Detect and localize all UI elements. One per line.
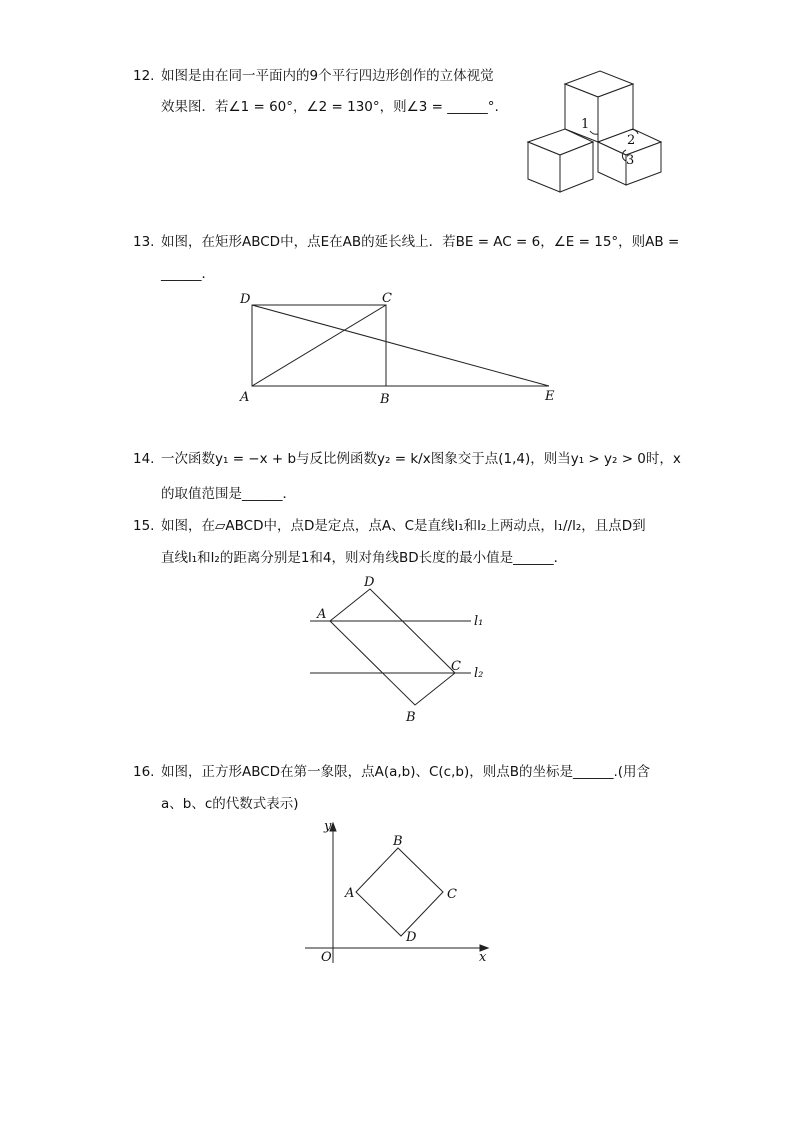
question-16-line-1: 如图，正方形ABCD在第一象限，点A(a,b)、C(c,b)，则点B的坐标是______.(用含 (161, 764, 651, 780)
question-16-line-2: a、b、c的代数式表示) (161, 796, 299, 812)
label-d: D (364, 575, 375, 590)
question-16-square-coordinate-figure (300, 815, 500, 970)
label-angle-1: 1 (581, 117, 590, 132)
label-c: C (451, 659, 461, 674)
question-13-number: 13. (133, 234, 155, 250)
segment-de (252, 305, 549, 386)
question-14-line-1: 一次函数y₁ = −x + b与反比例函数y₂ = k/x图象交于点(1,4)，则当y₁ > y₂ > 0时，x (161, 451, 681, 467)
label-angle-2: 2 (627, 133, 636, 148)
question-13-line-1: 如图，在矩形ABCD中，点E在AB的延长线上．若BE = AC = 6，∠E = 15°，则AB = (161, 234, 680, 250)
label-x: x (479, 950, 487, 965)
label-y: y (324, 819, 332, 834)
square-abcd (356, 848, 443, 936)
parallelogram-abcd (330, 589, 455, 705)
label-o: O (321, 950, 332, 965)
question-13-line-2: ______． (161, 266, 215, 282)
label-a: A (240, 390, 250, 405)
label-c: C (382, 291, 392, 306)
question-15-line-2: 直线l₁和l₂的距离分别是1和4，则对角线BD长度的最小值是______． (161, 550, 568, 566)
label-a: A (317, 607, 327, 622)
label-b: B (393, 834, 403, 849)
label-b: B (406, 710, 416, 725)
question-15-parallelogram-figure (300, 572, 500, 727)
label-l1: l₁ (474, 614, 484, 629)
label-a: A (345, 886, 355, 901)
label-e: E (545, 389, 555, 404)
question-12-line-2: 效果图．若∠1 = 60°，∠2 = 130°，则∠3 = ______°. (161, 99, 499, 115)
question-15-line-1: 如图，在▱ABCD中，点D是定点，点A、C是直线l₁和l₂上两动点，l₁//l₂，且点D到 (161, 518, 646, 534)
question-14-number: 14. (133, 451, 155, 467)
label-d: D (240, 292, 251, 307)
label-c: C (447, 887, 457, 902)
question-13-rectangle-figure (232, 288, 562, 408)
question-14-line-2: 的取值范围是______． (161, 486, 296, 502)
label-d: D (406, 930, 417, 945)
question-12-number: 12. (133, 68, 155, 84)
diagonal-ac (252, 305, 386, 386)
question-12-line-1: 如图是由在同一平面内的9个平行四边形创作的立体视觉 (161, 68, 494, 84)
label-b: B (380, 392, 390, 407)
label-angle-3: 3 (626, 153, 635, 168)
question-16-number: 16. (133, 764, 155, 780)
label-l2: l₂ (474, 666, 484, 681)
question-12-cube-figure (520, 64, 670, 196)
question-15-number: 15. (133, 518, 155, 534)
